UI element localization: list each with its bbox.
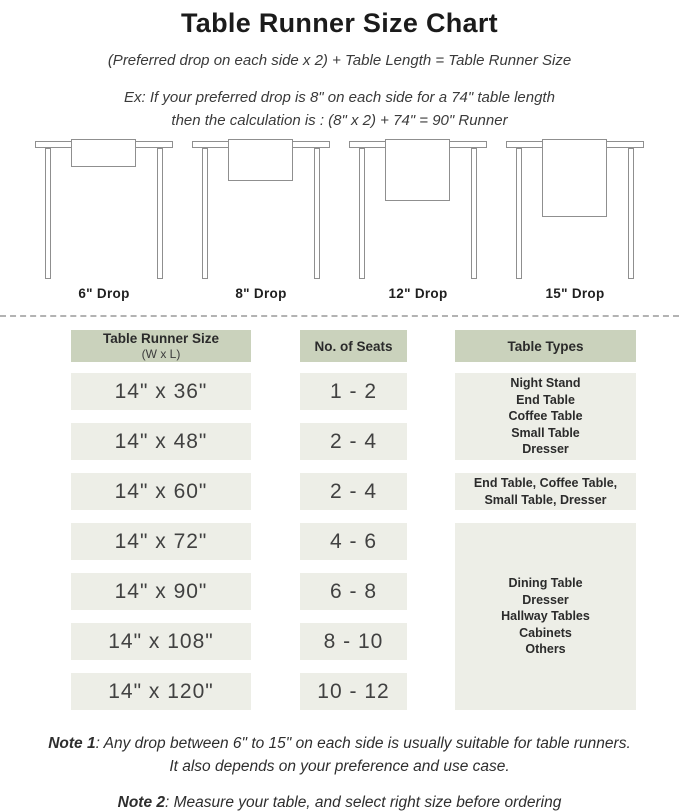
- type-line: End Table: [516, 392, 575, 407]
- seats-cell: 10 - 12: [300, 673, 407, 710]
- note-2: [0, 791, 679, 812]
- size-header-subtitle: (W x L): [141, 347, 181, 361]
- seats-column-header: No. of Seats: [300, 330, 407, 362]
- note-2-label: Note 2: [117, 794, 166, 811]
- table-types-cell: [455, 373, 636, 460]
- table-leg-right: [628, 148, 634, 279]
- drop-illustrations: [28, 130, 651, 305]
- seats-cell: 1 - 2: [300, 373, 407, 410]
- seats-cell: 8 - 10: [300, 623, 407, 660]
- note-2-text: : Measure your table, and select right size before ordering: [165, 794, 562, 811]
- seats-cell: 2 - 4: [300, 473, 407, 510]
- type-line: Dresser: [522, 592, 569, 607]
- size-chart-table: [71, 330, 636, 710]
- table-leg-left: [202, 148, 208, 279]
- seats-cell: 2 - 4: [300, 423, 407, 460]
- size-column: [71, 330, 251, 723]
- note-1-text: : Any drop between 6" to 15" on each side is usually suitable for table runners.: [95, 735, 631, 752]
- note-1: [0, 732, 679, 778]
- table-illustration-15-drop: [499, 130, 651, 305]
- example-text: [0, 86, 679, 132]
- drop-label: 15" Drop: [545, 286, 605, 301]
- table-leg-left: [45, 148, 51, 279]
- table-illustration-12-drop: [342, 130, 494, 305]
- type-line: Small Table: [511, 425, 580, 440]
- drop-label: 12" Drop: [388, 286, 448, 301]
- example-line-2: then the calculation is : (8" x 2) + 74" = 90" Runner: [171, 112, 508, 129]
- type-line: Others: [525, 642, 566, 657]
- table-leg-right: [471, 148, 477, 279]
- size-cell: 14" x 72": [71, 523, 251, 560]
- table-illustration-6-drop: [28, 130, 180, 305]
- size-header-title: Table Runner Size: [102, 331, 220, 346]
- table-types-cell: [455, 523, 636, 710]
- drop-label: 8" Drop: [235, 286, 287, 301]
- example-line-1: Ex: If your preferred drop is 8" on each side for a 74" table length: [124, 89, 555, 106]
- type-line: Dresser: [522, 442, 569, 457]
- runner-shape: [228, 139, 293, 181]
- size-cell: 14" x 120": [71, 673, 251, 710]
- runner-shape: [385, 139, 450, 201]
- size-cell: 14" x 36": [71, 373, 251, 410]
- table-leg-right: [157, 148, 163, 279]
- type-line: Night Stand: [510, 376, 581, 391]
- seats-column: [300, 330, 407, 723]
- table-leg-left: [359, 148, 365, 279]
- table-types-cell: [455, 473, 636, 510]
- runner-shape: [71, 139, 136, 167]
- seats-cell: 4 - 6: [300, 523, 407, 560]
- size-cell: 14" x 90": [71, 573, 251, 610]
- table-illustration-8-drop: [185, 130, 337, 305]
- seats-cell: 6 - 8: [300, 573, 407, 610]
- table-leg-left: [516, 148, 522, 279]
- note-1-label: Note 1: [48, 735, 96, 752]
- note-1-line-2: It also depends on your preference and use case.: [169, 758, 510, 775]
- page-title: Table Runner Size Chart: [181, 8, 498, 38]
- type-line: Hallway Tables: [501, 609, 590, 624]
- type-line: Cabinets: [519, 625, 572, 640]
- type-line: Dining Table: [508, 576, 583, 591]
- dashed-divider: [0, 315, 679, 317]
- drop-label: 6" Drop: [78, 286, 130, 301]
- size-column-header: [71, 330, 251, 362]
- size-cell: 14" x 60": [71, 473, 251, 510]
- table-leg-right: [314, 148, 320, 279]
- types-column: [455, 330, 636, 710]
- size-cell: 14" x 108": [71, 623, 251, 660]
- runner-shape: [542, 139, 607, 217]
- size-cell: 14" x 48": [71, 423, 251, 460]
- formula-text: (Preferred drop on each side x 2) + Table Length = Table Runner Size: [107, 52, 572, 69]
- type-line: Coffee Table: [508, 409, 583, 424]
- types-column-header: Table Types: [455, 330, 636, 362]
- type-line: End Table, Coffee Table,: [473, 476, 618, 490]
- type-line: Small Table, Dresser: [484, 492, 607, 507]
